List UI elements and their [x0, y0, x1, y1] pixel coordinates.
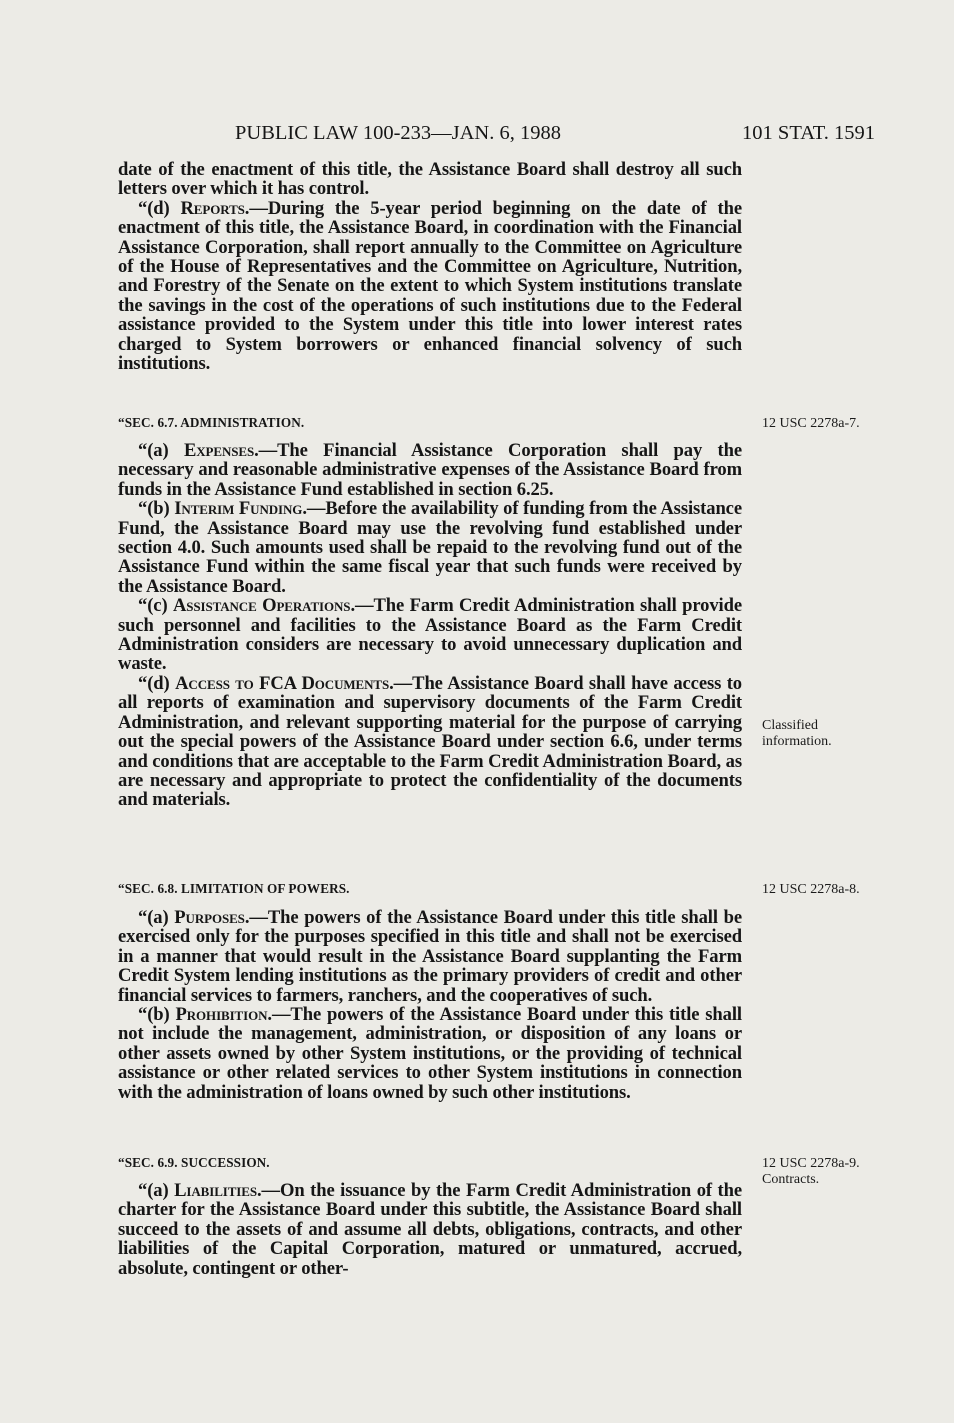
paragraph-caption: Access to FCA Documents [175, 672, 390, 694]
paragraph-body: .—The Farm Credit Administration shall provide such personnel and facilities to the Assistance Board as the Farm Credit Administration considers are necessary to avoid unnecessary duplication and waste. [118, 595, 742, 675]
paragraph-body: .—The powers of the Assistance Board under this title shall be exercised only for the purposes specified in this title and shall not be exercised in a manner that would result in the Assistance Board supplanting the Farm Credit System lending institutions as the primary providers of credit and other financial services to farmers, ranchers, and the cooperatives of such. [118, 907, 742, 1006]
margin-note-usc-2278a-9 [762, 1156, 860, 1188]
margin-note-line: Classified [762, 718, 818, 733]
section-heading-6-9: “SEC. 6.9. SUCCESSION. [118, 1155, 270, 1170]
paragraph-label: “(a) [138, 440, 184, 461]
paragraph-label: “(d) [138, 672, 176, 694]
paragraph-body: .—The Assistance Board shall have access to all reports of examination and supervisory documents of the Farm Credit Administration, and relevant supporting material for the purpose of carrying out the special powers of the Assistance Board under section 6.6, under terms and conditions that are acceptable to the Farm Credit Administration Board, as are necessary and appropriate to protect the confidentiality of the documents and materials. [118, 672, 742, 811]
paragraph-interim-funding [118, 499, 742, 596]
paragraph-continuation: date of the enactment of this title, the Assistance Board shall destroy all such letters over which it has control. [118, 159, 742, 200]
paragraph-label: “(a) [138, 1180, 175, 1201]
paragraph-prohibition [118, 1005, 742, 1102]
margin-note-usc-2278a-8: 12 USC 2278a-8. [762, 882, 860, 897]
text-block-limitation-of-powers [118, 908, 742, 1102]
paragraph-label: “(b) [138, 1004, 176, 1026]
paragraph-caption: Reports [180, 197, 245, 219]
section-heading-6-7: “SEC. 6.7. ADMINISTRATION. [118, 415, 305, 430]
paragraph-label: “(a) [138, 907, 175, 928]
margin-note-line: information. [762, 734, 832, 749]
paragraph-label: “(c) [138, 595, 173, 617]
paragraph-body: .—Before the availability of funding from the Assistance Fund, the Assistance Board may use the revolving fund established under section 4.0. Such amounts used shall be repaid to the revolving fund out of the Assistance Fund within the same fiscal year that such funds were received by the Assistance Board. [118, 498, 742, 597]
page-header [235, 118, 875, 148]
text-block-reports [118, 160, 742, 373]
paragraph-body: .—The Financial Assistance Corporation shall pay the necessary and reasonable administrative expenses of the Assistance Board from funds in the Assistance Fund established in section 6.25. [118, 440, 742, 500]
paragraph-expenses [118, 441, 742, 499]
margin-note-classified-information [762, 718, 832, 750]
paragraph-caption: Purposes [174, 907, 245, 928]
paragraph-label: “(b) [138, 498, 175, 520]
text-block-succession [118, 1181, 742, 1278]
paragraph-access-to-fca-documents [118, 674, 742, 810]
paragraph-reports [118, 199, 742, 374]
statute-page-number: 101 STAT. 1591 [742, 122, 875, 144]
margin-note-usc-2278a-7: 12 USC 2278a-7. [762, 416, 860, 431]
paragraph-caption: Interim Funding [174, 498, 303, 520]
paragraph-label: “(d) [138, 197, 181, 219]
paragraph-assistance-operations [118, 596, 742, 674]
paragraph-liabilities [118, 1181, 742, 1278]
paragraph-body: .—The powers of the Assistance Board under this title shall not include the management, administration, or disposition of any loans or other assets owned by other System institutions, or the providing of technical assistance or other related services to other System institutions in connection with the administration of loans owned by such other institutions. [118, 1004, 743, 1103]
paragraph-caption: Liabilities [174, 1180, 257, 1201]
paragraph-body: .—On the issuance by the Farm Credit Administration of the charter for the Assistance Board under this subtitle, the Assistance Board shall succeed to the assets of and assume all debts, obligations, contracts, and other liabilities of the Capital Corporation, matured or unmatured, accrued, absolute, contingent or other- [118, 1180, 742, 1279]
margin-note-line: Contracts. [762, 1172, 820, 1187]
text-block-administration [118, 441, 742, 810]
section-heading-6-8: “SEC. 6.8. LIMITATION OF POWERS. [118, 881, 350, 896]
paragraph-caption: Assistance Operations [172, 595, 351, 617]
margin-note-line: 12 USC 2278a-9. [762, 1156, 860, 1171]
paragraph-purposes [118, 908, 742, 1005]
paragraph-body: .—During the 5-year period beginning on the date of the enactment of this title, the Assistance Board, in coordination with the Financial Assistance Corporation, shall report annually to the Committee on Agriculture of the House of Representatives and the Committee on Agriculture, Nutrition, and Forestry of the Senate on the extent to which System institutions translate the savings in the cost of the operations of such institutions due to the Federal assistance provided to the System under this title into lower interest rates charged to System borrowers or enhanced financial solvency of such institutions. [118, 197, 742, 375]
paragraph-caption: Prohibition [175, 1004, 268, 1026]
running-head-title: PUBLIC LAW 100-233—JAN. 6, 1988 [235, 122, 561, 144]
paragraph-caption: Expenses [183, 440, 255, 461]
